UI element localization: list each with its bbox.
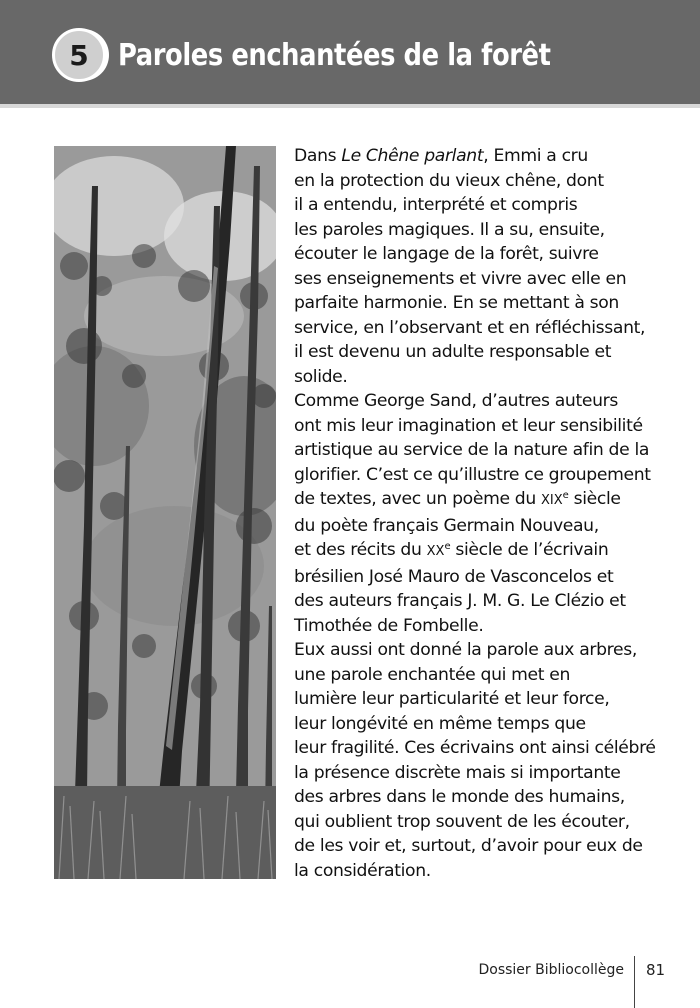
- text-line: parfaite harmonie. En se mettant à son: [294, 293, 619, 313]
- chapter-number-badge: 5: [52, 28, 106, 82]
- text-line: Eux aussi ont donné la parole aux arbres,: [294, 640, 637, 660]
- text-line: de textes, avec un poème du XIXe siècle: [294, 489, 621, 509]
- text-line: leur fragilité. Ces écrivains ont ainsi célébré: [294, 738, 656, 758]
- text-line: en la protection du vieux chêne, dont: [294, 170, 604, 191]
- chapter-title: Paroles enchantées de la forêt: [118, 38, 551, 73]
- text-line: les paroles magiques. Il a su, ensuite,: [294, 219, 605, 240]
- page-number: 81: [646, 961, 666, 979]
- text-line: brésilien José Mauro de Vasconcelos et: [294, 566, 614, 587]
- paragraph-1: [294, 144, 654, 389]
- text-line: Timothée de Fombelle.: [294, 615, 484, 636]
- text-line: lumière leur particularité et leur force,: [294, 689, 610, 709]
- text-line: qui oublient trop souvent de les écouter,: [294, 811, 630, 832]
- forest-photo: [54, 146, 276, 879]
- text-line: une parole enchantée qui met en: [294, 664, 571, 685]
- text-line: et des récits du XXe siècle de l’écrivain: [294, 540, 609, 560]
- text-line: glorifier. C’est ce qu’illustre ce groupement: [294, 464, 651, 485]
- text-line: service, en l’observant et en réfléchissant,: [294, 317, 646, 338]
- text-line: Dans Le Chêne parlant, Emmi a cru: [294, 146, 588, 166]
- text-line: la présence discrète mais si importante: [294, 762, 621, 783]
- text-line: ont mis leur imagination et leur sensibilité: [294, 415, 643, 436]
- text-line: des auteurs français J. M. G. Le Clézio et: [294, 591, 626, 611]
- text-line: il est devenu un adulte responsable et: [294, 342, 612, 362]
- text-line: il a entendu, interprété et compris: [294, 195, 578, 215]
- text-line: Comme George Sand, d’autres auteurs: [294, 391, 618, 411]
- text-line: leur longévité en même temps que: [294, 713, 586, 734]
- text-line: solide.: [294, 366, 348, 387]
- paragraph-2: [294, 389, 654, 638]
- text-line: ses enseignements et vivre avec elle en: [294, 268, 627, 289]
- footer-divider: [634, 956, 635, 1008]
- text-line: la considération.: [294, 860, 431, 881]
- text-line: artistique au service de la nature afin de la: [294, 440, 650, 460]
- text-line: écouter le langage de la forêt, suivre: [294, 244, 599, 264]
- chapter-header: [0, 0, 700, 104]
- body-text: [294, 144, 654, 883]
- text-line: du poète français Germain Nouveau,: [294, 515, 599, 536]
- paragraph-3: [294, 638, 654, 883]
- forest-illustration: [54, 146, 276, 879]
- text-line: de les voir et, surtout, d’avoir pour eux de: [294, 836, 643, 856]
- footer-collection-label: Dossier Bibliocollège: [478, 962, 624, 978]
- text-line: des arbres dans le monde des humains,: [294, 787, 625, 807]
- header-divider: [0, 104, 700, 108]
